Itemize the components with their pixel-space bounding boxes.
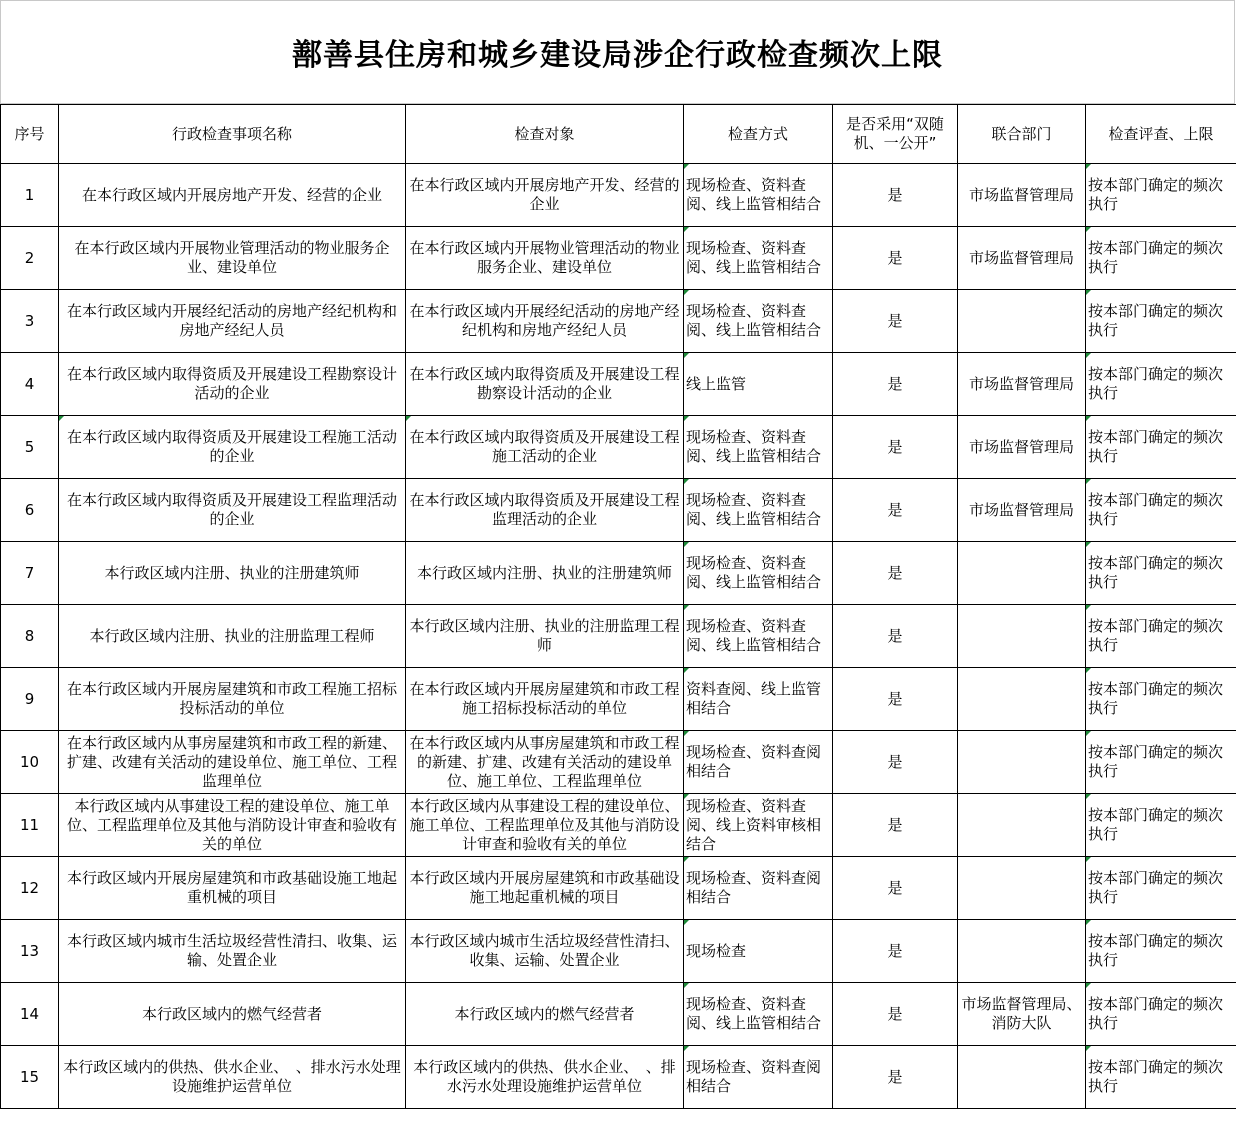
cell-random-text: 是 [887,626,903,645]
cell-limit[interactable] [1086,290,1236,353]
cell-random[interactable] [833,290,958,353]
cell-target[interactable] [406,668,684,731]
cell-item[interactable] [59,794,406,857]
cell-marker-icon [684,731,689,736]
cell-marker-icon [1086,857,1091,862]
cell-target-text: 在本行政区域内取得资质及开展建设工程监理活动的企业 [409,491,680,528]
cell-random-text: 是 [887,563,903,582]
cell-random[interactable] [833,164,958,227]
cell-item-text: 本行政区域内注册、执业的注册监理工程师 [89,626,375,645]
cell-target-text: 本行政区域内开展房屋建筑和市政基础设施工地起重机械的项目 [409,869,680,906]
header-limit[interactable]: 检查评查、上限 [1086,105,1236,164]
cell-limit-text: 按本部门确定的频次执行 [1088,617,1224,654]
cell-dept[interactable] [958,164,1086,227]
table-row [1,353,1236,416]
cell-no-text: 2 [24,248,35,267]
cell-random[interactable] [833,542,958,605]
cell-no-text: 13 [19,941,40,960]
cell-limit[interactable] [1086,164,1236,227]
cell-method[interactable] [684,731,833,794]
table-row [1,416,1236,479]
cell-limit-text: 按本部门确定的频次执行 [1088,302,1224,339]
cell-random[interactable] [833,227,958,290]
cell-item-text: 在本行政区域内取得资质及开展建设工程勘察设计活动的企业 [66,365,397,402]
cell-no[interactable] [1,164,59,227]
cell-dept-text: 市场监督管理局 [968,248,1074,267]
cell-dept[interactable] [958,1046,1086,1109]
cell-method-text: 现场检查、资料查阅相结合 [686,743,822,780]
cell-no-text: 7 [24,563,35,582]
cell-no[interactable] [1,731,59,794]
cell-method[interactable] [684,164,833,227]
cell-limit-text: 按本部门确定的频次执行 [1088,491,1224,528]
cell-random-text: 是 [887,437,903,456]
cell-limit-text: 按本部门确定的频次执行 [1088,1058,1224,1095]
cell-marker-icon [1086,353,1091,358]
cell-item[interactable] [59,1046,406,1109]
cell-item-text: 在本行政区域内取得资质及开展建设工程监理活动的企业 [66,491,397,528]
cell-limit-text: 按本部门确定的频次执行 [1088,806,1224,843]
cell-target[interactable] [406,731,684,794]
cell-marker-icon [1086,605,1091,610]
cell-item[interactable] [59,983,406,1046]
cell-no-text: 5 [24,437,35,456]
table-row [1,731,1236,794]
cell-marker-icon [684,857,689,862]
cell-item[interactable] [59,920,406,983]
cell-limit[interactable] [1086,416,1236,479]
cell-item-text: 在本行政区域内取得资质及开展建设工程施工活动的企业 [66,428,397,465]
cell-random[interactable] [833,731,958,794]
cell-no-text: 3 [24,311,35,330]
page-title: 鄯善县住房和城乡建设局涉企行政检查频次上限 [292,38,943,73]
cell-marker-icon [1086,164,1091,169]
cell-method-text: 现场检查、资料查阅、线上监管相结合 [686,491,822,528]
cell-marker-icon [59,416,64,421]
cell-method[interactable] [684,416,833,479]
cell-no[interactable] [1,353,59,416]
cell-dept-text: 市场监督管理局 [968,374,1074,393]
cell-target[interactable] [406,605,684,668]
cell-item[interactable] [59,731,406,794]
cell-target-text: 本行政区域内注册、执业的注册监理工程师 [409,617,680,654]
cell-limit-text: 按本部门确定的频次执行 [1088,365,1224,402]
cell-method[interactable] [684,794,833,857]
cell-no[interactable] [1,794,59,857]
cell-item-text: 在本行政区域内开展物业管理活动的物业服务企业、建设单位 [74,239,390,276]
cell-item-text: 在本行政区域内开展经纪活动的房地产经纪机构和房地产经纪人员 [66,302,397,339]
cell-target-text: 在本行政区域内开展经纪活动的房地产经纪机构和房地产经纪人员 [409,302,680,339]
cell-random-text: 是 [887,374,903,393]
cell-no[interactable] [1,542,59,605]
cell-no-text: 6 [24,500,35,519]
cell-target[interactable] [406,290,684,353]
cell-limit[interactable] [1086,794,1236,857]
cell-limit[interactable] [1086,731,1236,794]
cell-limit-text: 按本部门确定的频次执行 [1088,176,1224,213]
cell-target-text: 本行政区域内的燃气经营者 [454,1004,635,1023]
cell-marker-icon [1086,983,1091,988]
cell-no-text: 10 [19,752,40,771]
cell-dept-text: 市场监督管理局 [968,437,1074,456]
cell-dept[interactable] [958,668,1086,731]
cell-item[interactable] [59,353,406,416]
cell-limit-text: 按本部门确定的频次执行 [1088,554,1224,591]
cell-marker-icon [684,542,689,547]
cell-marker-icon [684,920,689,925]
cell-marker-icon [684,290,689,295]
table-row [1,164,1236,227]
header-no[interactable]: 序号 [1,105,59,164]
cell-method[interactable] [684,479,833,542]
cell-method[interactable] [684,920,833,983]
cell-random-text: 是 [887,311,903,330]
cell-target[interactable] [406,416,684,479]
cell-marker-icon [684,1046,689,1051]
cell-marker-icon [684,227,689,232]
table-row [1,857,1236,920]
cell-marker-icon [1086,794,1091,799]
cell-no[interactable] [1,479,59,542]
cell-marker-icon [684,605,689,610]
cell-random-text: 是 [887,500,903,519]
cell-marker-icon [1086,731,1091,736]
cell-random-text: 是 [887,752,903,771]
cell-method-text: 现场检查、资料查阅、线上监管相结合 [686,995,822,1032]
cell-method-text: 现场检查、资料查阅、线上监管相结合 [686,554,822,591]
cell-item-text: 在本行政区域内从事房屋建筑和市政工程的新建、扩建、改建有关活动的建设单位、施工单位、工程监理单位 [66,733,397,790]
cell-item[interactable] [59,668,406,731]
cell-limit-text: 按本部门确定的频次执行 [1088,869,1224,906]
cell-marker-icon [684,353,689,358]
table-row [1,227,1236,290]
inspection-table [0,104,1236,1109]
cell-random-text: 是 [887,815,903,834]
cell-dept[interactable] [958,227,1086,290]
cell-method[interactable] [684,227,833,290]
header-item[interactable]: 行政检查事项名称 [59,105,406,164]
cell-no[interactable] [1,605,59,668]
table-row [1,605,1236,668]
cell-marker-icon [1086,227,1091,232]
cell-random[interactable] [833,1046,958,1109]
cell-no-text: 14 [19,1004,40,1023]
cell-marker-icon [684,794,689,799]
cell-item[interactable] [59,164,406,227]
cell-item-text: 本行政区域内的燃气经营者 [141,1004,322,1023]
cell-limit[interactable] [1086,668,1236,731]
cell-target[interactable] [406,983,684,1046]
cell-item-text: 本行政区域内的供热、供水企业、 、排水污水处理设施维护运营单位 [63,1058,401,1095]
cell-method[interactable] [684,983,833,1046]
cell-method-text: 现场检查、资料查阅、线上资料审核相结合 [686,796,822,853]
cell-target-text: 在本行政区域内取得资质及开展建设工程勘察设计活动的企业 [409,365,680,402]
cell-limit[interactable] [1086,1046,1236,1109]
cell-item-text: 本行政区域内城市生活垃圾经营性清扫、收集、运输、处置企业 [66,932,397,969]
cell-limit[interactable] [1086,227,1236,290]
cell-random-text: 是 [887,1004,903,1023]
cell-item[interactable] [59,479,406,542]
table-row [1,479,1236,542]
cell-target[interactable] [406,1046,684,1109]
cell-item[interactable] [59,227,406,290]
cell-item-text: 在本行政区域内开展房地产开发、经营的企业 [81,185,382,204]
cell-dept[interactable] [958,479,1086,542]
cell-target-text: 在本行政区域内从事房屋建筑和市政工程的新建、扩建、改建有关活动的建设单位、施工单位、工程监理单位 [409,733,680,790]
cell-method-text: 现场检查、资料查阅、线上监管相结合 [686,239,822,276]
cell-dept-text: 市场监督管理局 [968,185,1074,204]
cell-random[interactable] [833,353,958,416]
cell-item[interactable] [59,416,406,479]
cell-dept[interactable] [958,794,1086,857]
cell-no-text: 4 [24,374,35,393]
cell-item[interactable] [59,542,406,605]
table-row [1,668,1236,731]
cell-item[interactable] [59,290,406,353]
cell-method[interactable] [684,353,833,416]
cell-target-text: 本行政区域内城市生活垃圾经营性清扫、收集、运输、处置企业 [409,932,680,969]
header-dept[interactable]: 联合部门 [958,105,1086,164]
cell-target[interactable] [406,227,684,290]
cell-target[interactable] [406,353,684,416]
cell-limit[interactable] [1086,983,1236,1046]
cell-target-text: 在本行政区域内取得资质及开展建设工程施工活动的企业 [409,428,680,465]
cell-random[interactable] [833,668,958,731]
cell-no[interactable] [1,983,59,1046]
cell-random-text: 是 [887,1067,903,1086]
cell-limit[interactable] [1086,542,1236,605]
cell-marker-icon [1086,1046,1091,1051]
header-random[interactable]: 是否采用“双随机、一公开” [833,105,958,164]
cell-random[interactable] [833,479,958,542]
cell-dept[interactable] [958,353,1086,416]
cell-target[interactable] [406,479,684,542]
cell-marker-icon [406,416,411,421]
header-method[interactable]: 检查方式 [684,105,833,164]
cell-no[interactable] [1,290,59,353]
cell-item-text: 在本行政区域内开展房屋建筑和市政工程施工招标投标活动的单位 [66,680,397,717]
cell-method-text: 现场检查、资料查阅、线上监管相结合 [686,176,822,213]
cell-dept[interactable] [958,605,1086,668]
cell-target[interactable] [406,920,684,983]
cell-target[interactable] [406,794,684,857]
cell-random[interactable] [833,857,958,920]
cell-random-text: 是 [887,941,903,960]
cell-target-text: 在本行政区域内开展房屋建筑和市政工程施工招标投标活动的单位 [409,680,680,717]
cell-limit[interactable] [1086,605,1236,668]
cell-method-text: 现场检查、资料查阅、线上监管相结合 [686,302,822,339]
cell-method[interactable] [684,857,833,920]
cell-item-text: 本行政区域内从事建设工程的建设单位、施工单位、工程监理单位及其他与消防设计审查和验收有关的单位 [66,796,397,853]
cell-target[interactable] [406,542,684,605]
table-row [1,542,1236,605]
header-row [1,105,1236,164]
cell-marker-icon [1086,479,1091,484]
cell-no-text: 9 [24,689,35,708]
cell-method-text: 线上监管 [686,374,747,393]
cell-marker-icon [684,479,689,484]
cell-marker-icon [684,668,689,673]
cell-marker-icon [684,164,689,169]
table-row [1,794,1236,857]
cell-dept[interactable] [958,290,1086,353]
cell-limit-text: 按本部门确定的频次执行 [1088,932,1224,969]
cell-method[interactable] [684,290,833,353]
cell-limit[interactable] [1086,479,1236,542]
cell-no-text: 1 [24,185,35,204]
table-row [1,1046,1236,1109]
cell-method[interactable] [684,668,833,731]
cell-random-text: 是 [887,689,903,708]
cell-random-text: 是 [887,878,903,897]
cell-no[interactable] [1,668,59,731]
cell-random-text: 是 [887,248,903,267]
cell-method[interactable] [684,605,833,668]
cell-marker-icon [1086,668,1091,673]
table-row [1,290,1236,353]
cell-random[interactable] [833,416,958,479]
cell-target-text: 本行政区域内的供热、供水企业、 、排水污水处理设施维护运营单位 [413,1058,676,1095]
cell-no[interactable] [1,920,59,983]
cell-item[interactable] [59,857,406,920]
cell-limit-text: 按本部门确定的频次执行 [1088,995,1224,1032]
cell-item[interactable] [59,605,406,668]
cell-limit-text: 按本部门确定的频次执行 [1088,239,1224,276]
cell-target-text: 本行政区域内注册、执业的注册建筑师 [416,563,672,582]
cell-no[interactable] [1,227,59,290]
cell-target[interactable] [406,164,684,227]
cell-method-text: 资料查阅、线上监管相结合 [686,680,822,717]
cell-limit[interactable] [1086,857,1236,920]
cell-marker-icon [1086,920,1091,925]
cell-target-text: 在本行政区域内开展物业管理活动的物业服务企业、建设单位 [409,239,680,276]
cell-dept[interactable] [958,857,1086,920]
cell-dept-text: 市场监督管理局、消防大队 [961,995,1082,1032]
cell-random-text: 是 [887,185,903,204]
cell-no-text: 15 [19,1067,40,1086]
cell-limit-text: 按本部门确定的频次执行 [1088,428,1224,465]
cell-limit-text: 按本部门确定的频次执行 [1088,743,1224,780]
cell-dept[interactable] [958,416,1086,479]
cell-marker-icon [1086,542,1091,547]
cell-item-text: 本行政区域内注册、执业的注册建筑师 [104,563,360,582]
cell-marker-icon [684,416,689,421]
cell-method-text: 现场检查、资料查阅相结合 [686,1058,822,1095]
cell-dept[interactable] [958,542,1086,605]
cell-random[interactable] [833,920,958,983]
cell-random[interactable] [833,983,958,1046]
cell-marker-icon [1086,416,1091,421]
header-target[interactable]: 检查对象 [406,105,684,164]
cell-method-text: 现场检查 [686,941,747,960]
cell-method[interactable] [684,542,833,605]
cell-method-text: 现场检查、资料查阅、线上监管相结合 [686,428,822,465]
cell-limit[interactable] [1086,353,1236,416]
cell-item-text: 本行政区域内开展房屋建筑和市政基础设施工地起重机械的项目 [66,869,397,906]
cell-dept[interactable] [958,731,1086,794]
cell-marker-icon [684,983,689,988]
table-row [1,983,1236,1046]
title-cell[interactable] [0,0,1235,104]
cell-no-text: 8 [24,626,35,645]
cell-method-text: 现场检查、资料查阅、线上监管相结合 [686,617,822,654]
cell-method[interactable] [684,1046,833,1109]
cell-no[interactable] [1,1046,59,1109]
table-row [1,920,1236,983]
cell-limit-text: 按本部门确定的频次执行 [1088,680,1224,717]
cell-random[interactable] [833,794,958,857]
cell-method-text: 现场检查、资料查阅相结合 [686,869,822,906]
cell-dept[interactable] [958,983,1086,1046]
cell-no[interactable] [1,857,59,920]
cell-target[interactable] [406,857,684,920]
cell-no[interactable] [1,416,59,479]
cell-target-text: 本行政区域内从事建设工程的建设单位、施工单位、工程监理单位及其他与消防设计审查和验收有关的单位 [409,796,680,853]
cell-target-text: 在本行政区域内开展房地产开发、经营的企业 [409,176,680,213]
cell-dept-text: 市场监督管理局 [968,500,1074,519]
cell-limit[interactable] [1086,920,1236,983]
cell-random[interactable] [833,605,958,668]
cell-dept[interactable] [958,920,1086,983]
cell-no-text: 11 [19,815,40,834]
cell-no-text: 12 [19,878,40,897]
cell-marker-icon [1086,290,1091,295]
